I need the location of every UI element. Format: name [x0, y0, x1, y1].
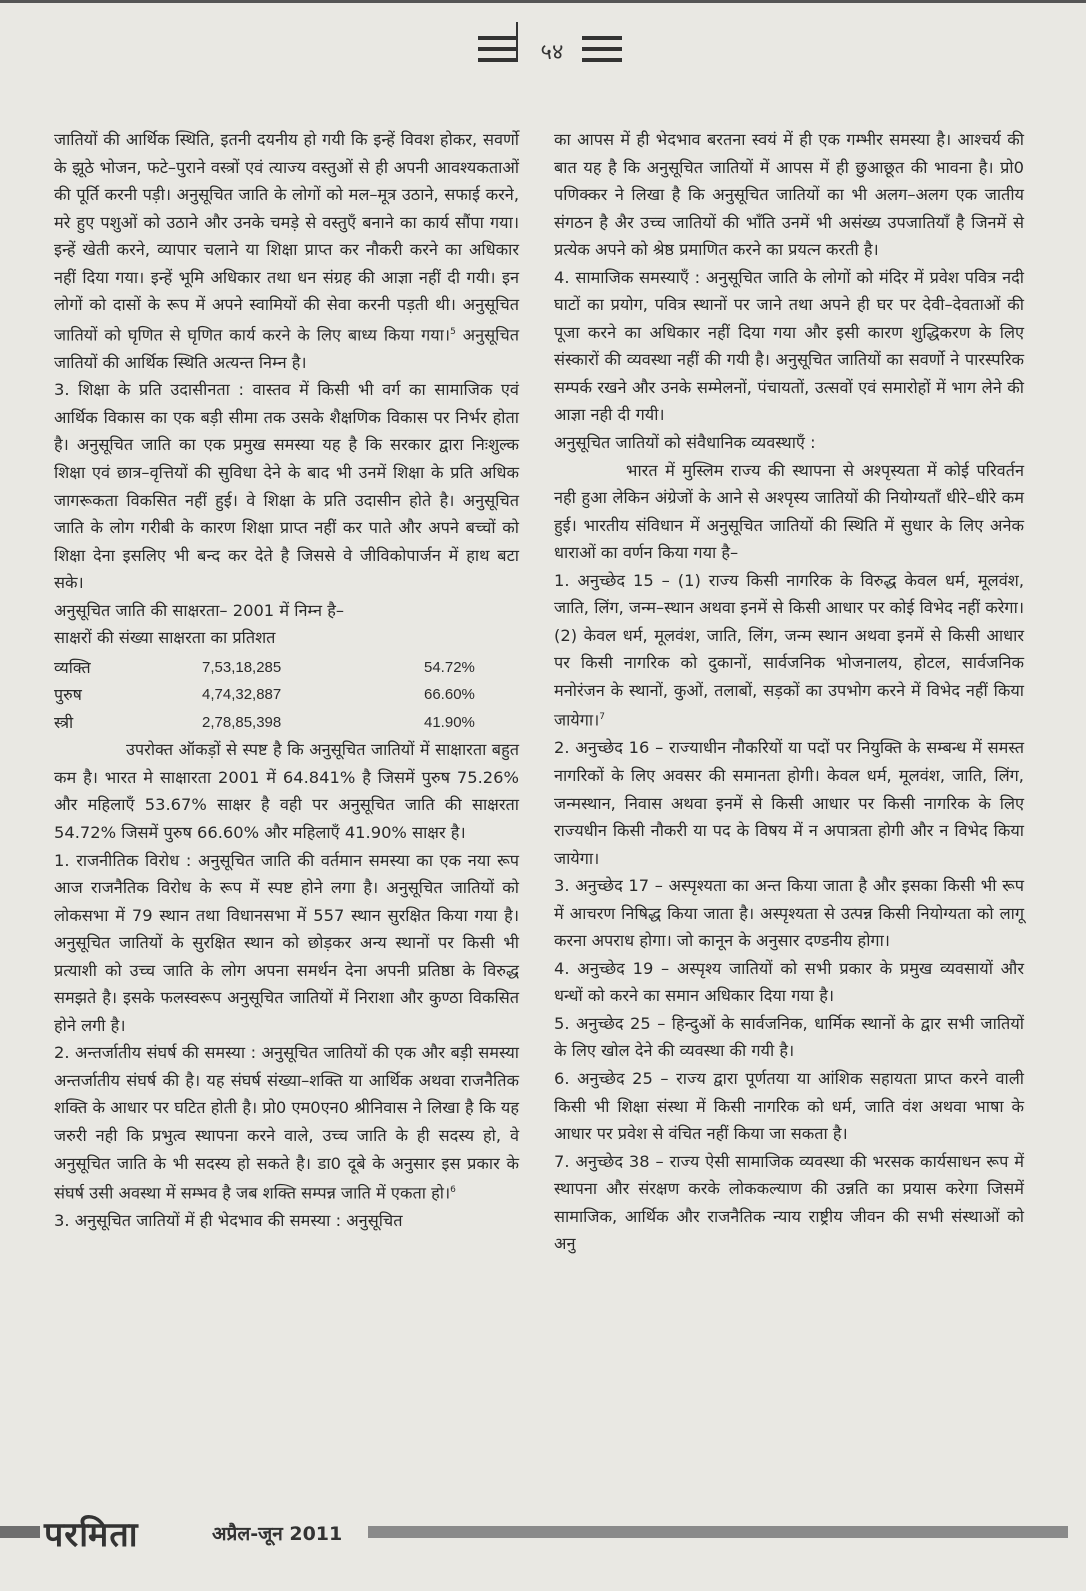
paragraph: का आपस में ही भेदभाव बरतना स्वयं में ही एक गम्भीर समस्या है। आश्चर्य की बात यह है कि अनुसूचित जातियों में आपस में ही छुआछूत की भावना है। प्रो0 पणिक्कर ने लिखा है कि अनुसूचित जातियों का भी अलग–अलग एक जातीय संगठन है अैर उच्च जातियों की भाँति उनमें भी असंख्य उपजातियाँ है जिनमें से प्रत्येक अपने को श्रेष्ठ प्रमाणित करने का प्रयत्न करती है।: [554, 130, 1024, 260]
row-percent: 66.60%: [424, 686, 475, 704]
literacy-subheading: साक्षरों की संख्या साक्षरता का प्रतिशत: [54, 628, 276, 648]
row-label: व्यक्ति: [54, 657, 91, 677]
header-right-ornament: [582, 36, 622, 69]
issue-date: अप्रैल-जून 2011: [212, 1523, 343, 1545]
row-label: पुरुष: [54, 685, 82, 705]
page-footer: [0, 1510, 1086, 1554]
paragraph: 3. शिक्षा के प्रति उदासीनता : वास्तव में किसी भी वर्ग का सामाजिक एवं आर्थिक विकास का एक बड़ी सीमा तक उसके शैक्षणिक विकास पर निर्भर होता है। अनुसूचित जाति का एक प्रमुख समस्या यह है कि सरकार द्वारा निःशुल्क शिक्षा एवं छात्र–वृत्तियों की सुविधा देने के बाद भी उनमें शिक्षा के प्रति अधिक जागरूकता विकसित नहीं हुई। वे शिक्षा के प्रति उदासीन होते है। अनुसूचित जाति के लोग गरीबी के कारण शिक्षा प्राप्त नहीं कर पाते और अपने बच्चों को शिक्षा देना इसलिए भी बन्द कर देते है जिससे वे जीविकोपार्जन में हाथ बटा सके।: [54, 380, 519, 593]
table-row: [54, 709, 519, 737]
page-number: ५४: [540, 40, 564, 65]
footer-bar: [368, 1526, 1068, 1538]
paragraph: 3. अनुच्छेद 17 – अस्पृश्यता का अन्त किया जाता है और इसका किसी भी रूप में आचरण निषिद्ध किया जाता है। अस्पृश्यता से उत्पन्न किसी नियोग्यता को लागू करना अपराध होगा। जो कानून के अनुसार दण्डनीय होगा।: [554, 876, 1024, 951]
paragraph: जातियों की आर्थिक स्थिति, इतनी दयनीय हो गयी कि इन्हें विवश होकर, सवर्णो के झूठे भोजन, फटे–पुराने वस्त्रों एवं त्याज्य वस्तुओं से ही अपनी आवश्यकताओं की पूर्ति करनी पड़ी। अनुसूचित जाति के लोगों को मल–मूत्र उठाने, सफाई करने, मरे हुए पशुओं को उठाने और उनके चमड़े से वस्तुएँ बनाने का कार्य सौंपा गया। इन्हें खेती करने, व्यापार चलाने या शिक्षा प्राप्त कर नौकरी करने का अधिकार नहीं दिया गया। इन्हें भूमि अधिकार तथा धन संग्रह की आज्ञा नहीं दी गयी। इन लोगों को दासों के रूप में अपने स्वामियों की सेवा करनी पड़ती थी। अनुसूचित जातियों को घृणित से घृणित कार्य करने के लिए बाध्य किया गया।$^5$ अनुसूचित जातियों की आर्थिक स्थिति अत्यन्त निम्न है।: [54, 130, 519, 372]
paragraph: 2. अन्तर्जातीय संघर्ष की समस्या : अनुसूचित जातियों की एक और बड़ी समस्या अन्तर्जातीय संघर्ष की है। यह संघर्ष संख्या–शक्ति या आर्थिक अथवा राजनैतिक शक्ति के आधार पर घटित होती है। प्रो0 एम0एन0 श्रीनिवास ने लिखा है कि यह जरुरी नही कि प्रभुत्व स्थापना करने वाले, उच्च जाति के ही सदस्य हो, वे अनुसूचित जाति के भी सदस्य हो सकते है। डा0 दूबे के अनुसार इस प्रकार के संघर्ष उसी अवस्था में सम्भव है जब शक्ति सम्पन्न जाति में एकता हो।$^6$: [54, 1043, 519, 1203]
row-count: 7,53,18,285: [202, 658, 282, 676]
paragraph: 5. अनुच्छेद 25 – हिन्दुओं के सार्वजनिक, धार्मिक स्थानों के द्वार सभी जातियों के लिए खोल देने की व्यवस्था की गयी है।: [554, 1013, 1024, 1061]
footnote-ref: 6: [450, 1185, 456, 1196]
row-percent: 54.72%: [424, 658, 475, 676]
row-count: 2,78,85,398: [202, 713, 282, 731]
paragraph: उपरोक्त ऑकड़ों से स्पष्ट है कि अनुसूचित जातियों में साक्षारता बहुत कम है। भारत मे साक्षारता 2001 में 64.841% है जिसमें पुरुष 75.26% और महिलाएँ 53.67% साक्षर है वही पर अनुसूचित जाति की साक्षरता 54.72% जिसमें पुरुष 66.60% और महिलाएँ 41.90% साक्षर है।: [54, 740, 519, 842]
page-header: [0, 22, 1086, 78]
paragraph: 7. अनुच्छेद 38 – राज्य ऐसी सामाजिक व्यवस्था की भरसक कार्यसाधन रूप में स्थापना और संरक्षण करके लोककल्याण की उन्नति का प्रयास करेगा जिसमें सामाजिक, आर्थिक और राजनैतिक न्याय राष्ट्रीय जीवन की सभी संस्थाओं को अनु: [554, 1151, 1024, 1254]
row-percent: 41.90%: [424, 713, 475, 731]
literacy-table: [54, 654, 519, 737]
row-count: 4,74,32,887: [202, 686, 282, 704]
table-row: [54, 654, 519, 682]
paragraph: 4. अनुच्छेद 19 – अस्पृश्य जातियों को सभी प्रकार के प्रमुख व्यवसायों और धन्धों को करने का समान अधिकार दिया गया है।: [554, 958, 1024, 1006]
table-row: [54, 681, 519, 709]
magazine-logo: परमिता: [44, 1515, 139, 1555]
paragraph: भारत में मुस्लिम राज्य की स्थापना से अश्पृस्यता में कोई परिवर्तन नही हुआ लेकिन अंग्रेजों के आने से अश्पृस्य जातियों की नियोग्यताँ धीरे–धीरे कम हुई। भारतीय संविधान में अनुसूचित जातियों की स्थिति में सुधार के लिए अनेक धाराओं का वर्णन किया गया है–: [554, 460, 1024, 563]
section-heading: अनुसूचित जातियों को संवैधानिक व्यवस्थाएँ :: [554, 433, 816, 453]
footer-bar: [0, 1526, 40, 1538]
footnote-ref: 7: [599, 712, 606, 723]
row-label: स्त्री: [54, 712, 74, 732]
paragraph: 6. अनुच्छेद 25 – राज्य द्वारा पूर्णतया या आंशिक सहायता प्राप्त करने वाली किसी भी शिक्षा संस्था में किसी नागरिक को धर्म, जाति वंश अथवा भाषा के आधार पर प्रवेश से वंचित नहीं किया जा सकता है।: [554, 1069, 1024, 1144]
top-rule: [0, 0, 1086, 3]
literacy-heading: अनुसूचित जाति की साक्षरता– 2001 में निम्न है–: [54, 600, 344, 620]
paragraph: 3. अनुसूचित जातियों में ही भेदभाव की समस्या : अनुसूचित: [54, 1211, 403, 1231]
paragraph: 4. सामाजिक समस्याएँ : अनुसूचित जाति के लोगों को मंदिर में प्रवेश पवित्र नदी घाटों का प्रयोग, पवित्र स्थानों पर जाने तथा अपने ही घर पर देवी–देवताओं की पूजा करने का अधिकार नहीं दिया गया और इसी कारण शुद्धिकरण के लिए संस्कारों की व्यवस्था नहीं की गयी है। अनुसूचित जातियों का सवर्णो ने पारस्परिक सम्पर्क रखने और उनके सम्मेलनों, पंचायतों, उत्सवों एवं समारोहों में भाग लेने की आज्ञा नही दी गयी।: [554, 267, 1024, 425]
paragraph: 1. अनुच्छेद 15 – (1) राज्य किसी नागरिक के विरुद्ध केवल धर्म, मूलवंश, जाति, लिंग, जन्म–स्थान अथवा इनमें से किसी आधार पर कोई विभेद नहीं करेगा। (2) केवल धर्म, मूलवंश, जाति, लिंग, जन्म स्थान अथवा इनमें से किसी आधार पर किसी नागरिक को दुकानों, सार्वजनिक भोजनालय, होटल, सार्वजनिक मनोरंजन के स्थानों, कुओं, तलाबों, सड़कों का उपभोग करने में विभेद नहीं किया जायेगा।$^7$: [554, 570, 1024, 730]
footnote-ref: 5: [450, 326, 456, 337]
header-left-ornament: [478, 36, 518, 69]
left-column: [54, 126, 519, 1235]
right-column: [554, 126, 1024, 1258]
paragraph: 2. अनुच्छेद 16 – राज्याधीन नौकरियों या पदों पर नियुक्ति के सम्बन्ध में समस्त नागरिकों के लिए अवसर की समानता होगी। केवल धर्म, मूलवंश, जाति, लिंग, जन्मस्थान, निवास अथवा इनमें से किसी आधार पर किसी नागरिक के लिए राज्यधीन किसी नौकरी या पद के विषय में न अपात्रता होगी और न विभेद किया जायेगा।: [554, 738, 1024, 868]
paragraph: 1. राजनीतिक विरोध : अनुसूचित जाति की वर्तमान समस्या का एक नया रूप आज राजनैतिक विरोध के रूप में स्पष्ट होने लगा है। अनुसूचित जातियों को लोकसभा में 79 स्थान तथा विधानसभा में 557 स्थान सुरक्षित किया गया है। अनुसूचित जातियों के सुरक्षित स्थान को छोड़कर अन्य स्थानों पर किसी भी प्रत्याशी को उच्च जाति के लोग अपना समर्थन देना अपनी प्रतिष्ठा के विरुद्ध समझते है। इसके फलस्वरूप अनुसूचित जातियों में निराशा और कुण्ठा विकसित होने लगी है।: [54, 850, 519, 1035]
